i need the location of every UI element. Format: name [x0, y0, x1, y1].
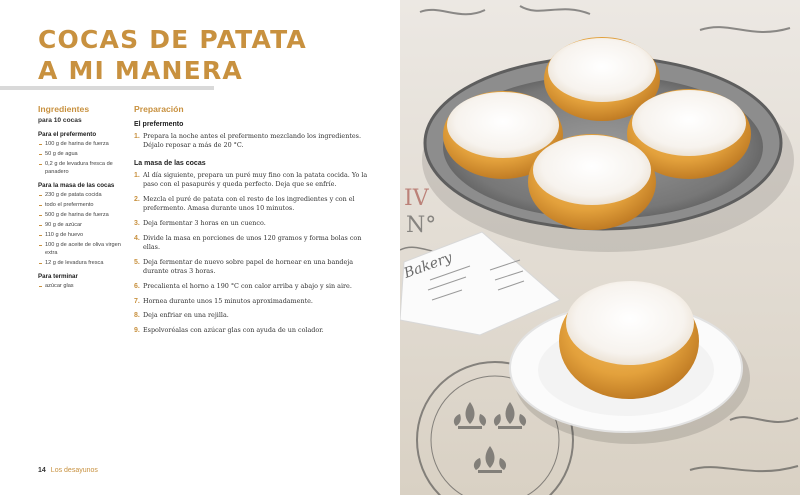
- page-number: 14: [38, 467, 46, 474]
- tablecloth-lettering: IV: [404, 186, 429, 211]
- step-number: 9.: [134, 327, 140, 335]
- step-number: 3.: [134, 220, 140, 228]
- prep-section-title: El prefermento: [134, 121, 184, 128]
- step-item: [134, 132, 372, 151]
- step-item: [134, 219, 372, 228]
- step-text: Hornea durante unos 15 minutos aproximadamente.: [143, 296, 313, 305]
- step-text: Mezcla el puré de patata con el resto de los ingredientes y con el prefermento. Amasa durante unos 10 minutos.: [143, 194, 355, 213]
- bun: [528, 134, 656, 230]
- ingredient-item: 50 g de agua: [38, 151, 123, 159]
- ingredient-item: 100 g de aceite de oliva virgen extra: [38, 242, 123, 257]
- step-number: 8.: [134, 312, 140, 320]
- preparation-column: [134, 104, 372, 341]
- step-text: Deja fermentar de nuevo sobre papel de hornear en una bandeja durante otras 3 horas.: [143, 257, 354, 276]
- ingredient-list: [38, 192, 123, 267]
- step-text: Espolvoréalas con azúcar glas con ayuda de un colador.: [143, 326, 324, 335]
- ingredient-item: 230 g de patata cocida: [38, 192, 123, 200]
- step-number: 4.: [134, 234, 140, 242]
- step-text: Deja enfriar en una rejilla.: [143, 311, 229, 320]
- step-text: Deja fermentar 3 horas en un cuenco.: [143, 219, 266, 228]
- ingredient-group-title: Para terminar: [38, 273, 78, 281]
- step-text: Divide la masa en porciones de unos 120 gramos y forma bolas con ellas.: [143, 233, 362, 252]
- step-list: [134, 132, 372, 151]
- title-underline: [0, 86, 214, 90]
- step-item: [134, 297, 372, 306]
- tablecloth-lettering: N°: [406, 213, 437, 238]
- bun: [559, 281, 699, 399]
- step-item: [134, 326, 372, 335]
- ingredient-item: todo el prefermento: [38, 202, 123, 210]
- page-footer: [38, 466, 98, 475]
- preparation-heading: Preparación: [134, 104, 184, 114]
- ingredient-group-title: Para el prefermento: [38, 131, 97, 138]
- step-item: [134, 311, 372, 320]
- prep-section-title: La masa de las cocas: [134, 159, 206, 167]
- step-number: 1.: [134, 133, 140, 140]
- ingredient-item: 110 g de huevo: [38, 232, 123, 240]
- step-item: [134, 282, 372, 291]
- step-list: [134, 171, 372, 336]
- section-name: Los desayunos: [50, 467, 98, 474]
- ingredient-item: 100 g de harina de fuerza: [38, 141, 123, 149]
- step-text: Al día siguiente, prepara un puré muy fino con la patata cocida. Yo la paso con el pasapurés y queda perfecto. Deja que se enfríe.: [143, 170, 368, 189]
- step-number: 6.: [134, 282, 140, 290]
- step-text: Precalienta el horno a 190 °C con calor arriba y abajo y sin aire.: [143, 281, 352, 290]
- ingredient-item: azúcar glas: [38, 283, 123, 291]
- step-item: [134, 171, 372, 190]
- ingredient-list: [38, 283, 123, 291]
- ingredients-column: [38, 104, 123, 293]
- recipe-photo: [400, 0, 800, 495]
- ingredient-item: 12 g de levadura fresca: [38, 260, 123, 268]
- step-item: [134, 234, 372, 253]
- step-number: 7.: [134, 297, 140, 305]
- step-number: 5.: [134, 258, 140, 266]
- step-item: [134, 258, 372, 277]
- napkin-logo: Bakery: [401, 249, 455, 282]
- step-text: Prepara la noche antes el prefermento mezclando los ingredientes. Déjalo reposar a más de 20 °C.: [143, 132, 361, 150]
- title-line-2: A MI MANERA: [38, 56, 243, 85]
- ingredient-item: 0,2 g de levadura fresca de panadero: [38, 161, 123, 176]
- step-item: [134, 195, 372, 214]
- ingredient-group-title: Para la masa de las cocas: [38, 182, 115, 190]
- step-number: 1.: [134, 171, 140, 179]
- ingredients-heading: Ingredientes: [38, 104, 90, 114]
- servings-label: para 10 cocas: [38, 117, 82, 124]
- ingredient-item: 500 g de harina de fuerza: [38, 212, 123, 220]
- title-line-1: COCAS DE PATATA: [38, 25, 307, 54]
- ingredient-item: 90 g de azúcar: [38, 222, 123, 230]
- step-number: 2.: [134, 195, 140, 203]
- recipe-title: [38, 24, 307, 86]
- ingredient-list: [38, 141, 123, 176]
